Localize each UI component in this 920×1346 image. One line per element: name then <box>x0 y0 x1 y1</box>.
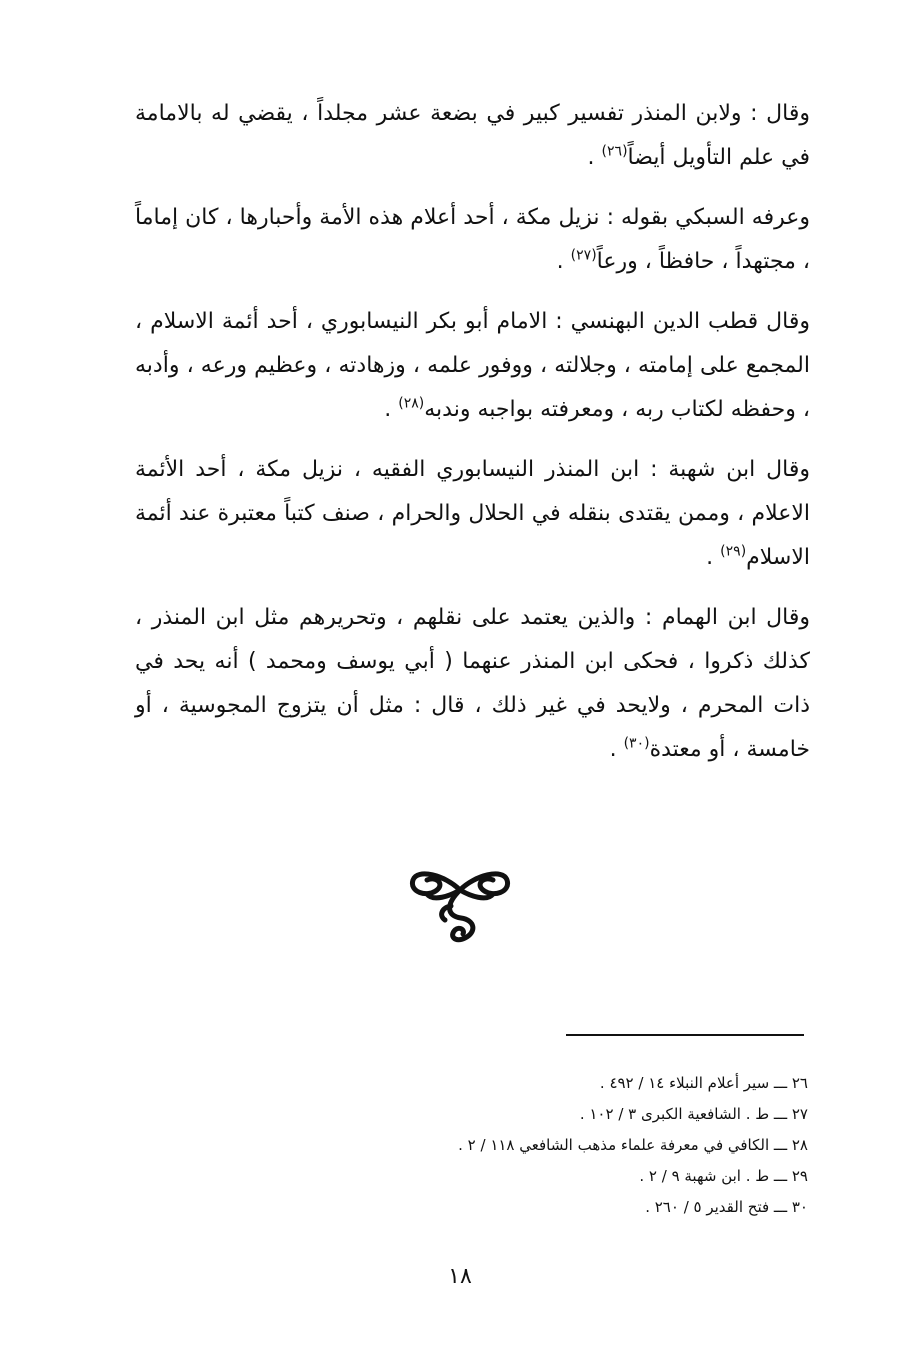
footnote-ref-29[interactable]: (٢٩) <box>720 543 747 560</box>
main-text <box>135 92 810 788</box>
page-number: ١٨ <box>448 1264 472 1289</box>
footnote-29: ٢٩ ـــ ط . ابن شهبة ٩ / ٢ . <box>639 1167 808 1185</box>
footnote-ref-30[interactable]: (٣٠) <box>623 735 650 752</box>
footnote-divider <box>566 1034 804 1036</box>
footnote-27: ٢٧ ـــ ط . الشافعية الكبرى ٣ / ١٠٢ . <box>579 1105 808 1123</box>
footnote-28: ٢٨ ـــ الكافي في معرفة علماء مذهب الشافعي ١١٨ / ٢ . <box>458 1136 808 1154</box>
footnote-ref-27[interactable]: (٢٧) <box>570 247 597 264</box>
paragraph-4: وقال ابن شهبة : ابن المنذر النيسابوري الفقيه ، نزيل مكة ، أحد الأئمة الاعلام ، وممن يقتدى بنقله في الحلال والحرام ، صنف كتباً معتبرة عند أئمة الاسلام$^{(٢٩)}$ . <box>135 457 810 570</box>
paragraph-3: وقال قطب الدين البهنسي : الامام أبو بكر النيسابوري ، أحد أئمة الاسلام ، المجمع على إمامته ، وجلالته ، ووفور علمه ، وزهادته ، وعظيم ورعه ، وأدبه ، وحفظه لكتاب ربه ، ومعرفته بواجبه وندبه$^{(٢٨)}$ . <box>135 309 810 422</box>
fleuron-ornament-icon <box>405 850 515 950</box>
paragraph-2: وعرفه السبكي بقوله : نزيل مكة ، أحد أعلام هذه الأمة وأحبارها ، كان إماماً ، مجتهداً ، حافظاً ، ورعاً$^{(٢٧)}$ . <box>135 205 810 274</box>
paragraph-5: وقال ابن الهمام : والذين يعتمد على نقلهم ، وتحريرهم مثل ابن المنذر ، كذلك ذكروا ، فحكى ابن المنذر عنهما ( أبي يوسف ومحمد ) أنه يحد في ذات المحرم ، ولايحد في غير ذلك ، قال : مثل أن يتزوج المجوسية ، أو خامسة ، أو معتدة$^{(٣٠)}$ . <box>135 605 810 762</box>
footnote-ref-26[interactable]: (٢٦) <box>601 143 628 160</box>
footnote-ref-28[interactable]: (٢٨) <box>398 395 425 412</box>
footnotes <box>308 1068 808 1223</box>
footnote-30: ٣٠ ـــ فتح القدير ٥ / ٢٦٠ . <box>645 1198 808 1216</box>
footnote-26: ٢٦ ـــ سير أعلام النبلاء ١٤ / ٤٩٢ . <box>599 1074 808 1092</box>
paragraph-1: وقال : ولابن المنذر تفسير كبير في بضعة عشر مجلداً ، يقضي له بالامامة في علم التأويل أيضاً$^{(٢٦)}$ . <box>135 101 810 170</box>
